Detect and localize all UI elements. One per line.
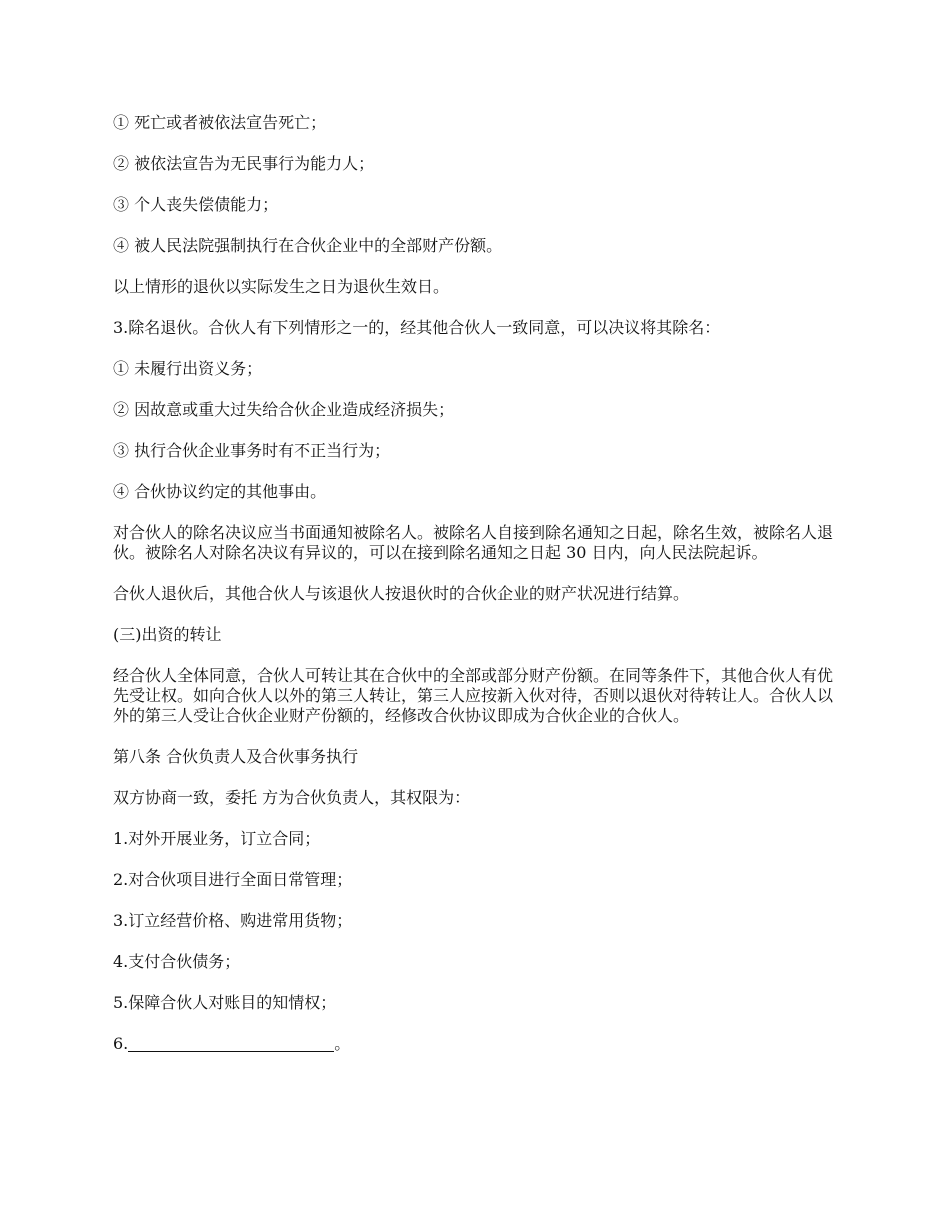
expulsion-item-misconduct: ③ 执行合伙企业事务时有不正当行为；	[113, 441, 391, 460]
section-heading-transfer: (三)出资的转让	[113, 625, 222, 644]
authority-item-6-suffix: 。	[334, 1034, 351, 1053]
expulsion-heading: 3.除名退伙。合伙人有下列情形之一的，经其他合伙人一致同意，可以决议将其除名：	[113, 318, 721, 337]
authority-item-6	[113, 1034, 841, 1054]
expulsion-item-loss: ② 因故意或重大过失给合伙企业造成经济损失；	[113, 400, 455, 419]
expulsion-item-contribution: ① 未履行出资义务；	[113, 359, 263, 378]
clause-item-enforcement: ④ 被人民法院强制执行在合伙企业中的全部财产份额。	[113, 236, 503, 255]
expulsion-item-other: ④ 合伙协议约定的其他事由。	[113, 482, 327, 501]
clause-item-incapacity: ② 被依法宣告为无民事行为能力人；	[113, 154, 375, 173]
authority-item-6-prefix: 6.	[113, 1034, 129, 1053]
document-page	[113, 113, 841, 1075]
authority-item-4: 4.支付合伙债务；	[113, 952, 241, 971]
authority-item-3: 3.订立经营价格、购进常用货物；	[113, 911, 353, 930]
delegation-paragraph: 双方协商一致，委托 方为合伙负责人，其权限为：	[113, 788, 471, 807]
clause-item-insolvency: ③ 个人丧失偿债能力；	[113, 195, 279, 214]
authority-item-1: 1.对外开展业务，订立合同；	[113, 829, 321, 848]
authority-item-2: 2.对合伙项目进行全面日常管理；	[113, 870, 353, 889]
clause-item-death: ① 死亡或者被依法宣告死亡；	[113, 113, 327, 132]
authority-item-5: 5.保障合伙人对账目的知情权；	[113, 993, 337, 1012]
transfer-paragraph: 经合伙人全体同意，合伙人可转让其在合伙中的全部或部分财产份额。在同等条件下，其他合伙人有优先受让权。如向合伙人以外的第三人转让，第三人应按新入伙对待，否则以退伙对待转让人。合伙人以外的第三人受让合伙企业财产份额的，经修改合伙协议即成为合伙企业的合伙人。	[113, 666, 834, 725]
withdrawal-effective-date: 以上情形的退伙以实际发生之日为退伙生效日。	[113, 277, 450, 296]
fill-in-blank	[128, 1035, 334, 1052]
expulsion-notice-paragraph: 对合伙人的除名决议应当书面通知被除名人。被除名人自接到除名通知之日起，除名生效，被除名人退伙。被除名人对除名决议有异议的，可以在接到除名通知之日起 30 日内，向人民法院起诉。	[113, 523, 834, 562]
settlement-paragraph: 合伙人退伙后，其他合伙人与该退伙人按退伙时的合伙企业的财产状况进行结算。	[113, 584, 690, 603]
article-eight-heading: 第八条 合伙负责人及合伙事务执行	[113, 747, 359, 766]
